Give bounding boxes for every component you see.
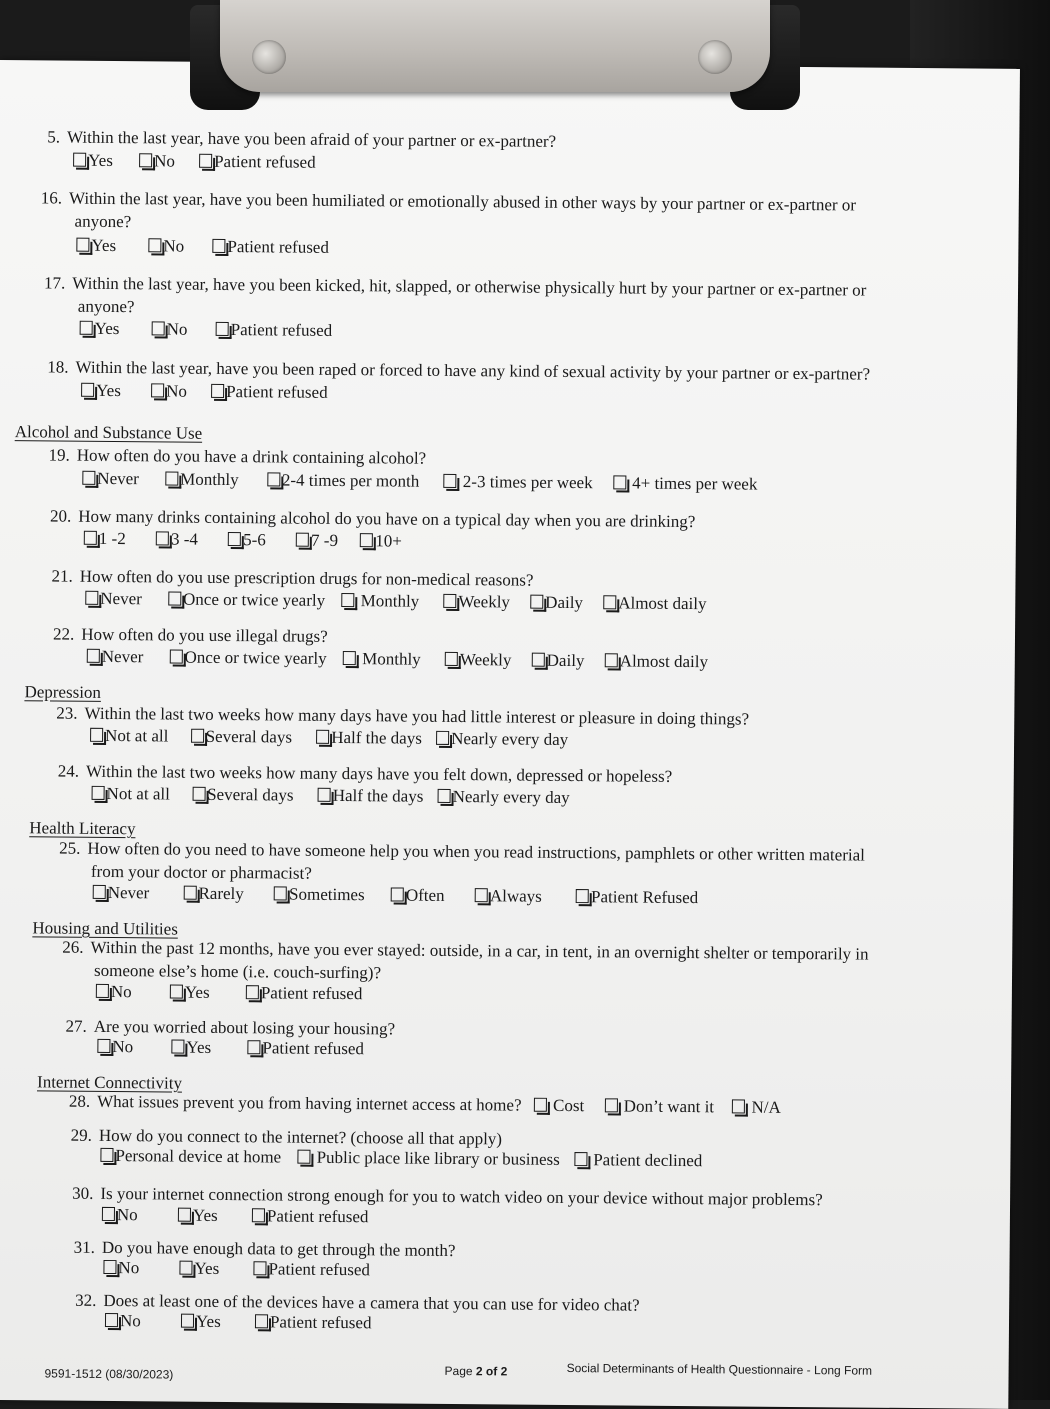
option-no[interactable]: No xyxy=(139,151,175,171)
option-na[interactable]: N/A xyxy=(732,1096,781,1117)
options-29 xyxy=(100,1146,702,1171)
option-monthly[interactable]: Monthly xyxy=(165,469,239,490)
checkbox-icon[interactable] xyxy=(530,595,543,609)
option-yes[interactable]: Yes xyxy=(76,236,116,256)
checkbox-icon[interactable] xyxy=(92,786,105,800)
options-27 xyxy=(97,1037,364,1059)
checkbox-icon[interactable] xyxy=(296,533,309,547)
question-number: 17. xyxy=(43,273,66,293)
question-number: 29. xyxy=(70,1125,92,1145)
checkbox-icon[interactable] xyxy=(191,729,204,743)
option-public-place[interactable]: Public place like library or business xyxy=(297,1148,560,1170)
checkbox-icon[interactable] xyxy=(603,595,616,609)
options-20 xyxy=(84,529,402,552)
option-patient-refused[interactable]: Patient refused xyxy=(252,1206,369,1227)
option-patient-declined[interactable]: Patient declined xyxy=(574,1150,702,1171)
option-10-plus[interactable]: 10+ xyxy=(360,531,402,551)
question-21 xyxy=(51,565,533,590)
checkbox-icon[interactable] xyxy=(93,885,106,899)
checkbox-icon[interactable] xyxy=(576,889,589,903)
checkbox-icon[interactable] xyxy=(80,321,93,335)
question-text-continued: anyone? xyxy=(74,211,132,232)
checkbox-icon[interactable] xyxy=(156,531,169,545)
checkbox-icon[interactable] xyxy=(443,594,456,608)
checkbox-icon[interactable] xyxy=(436,731,449,745)
checkbox-icon[interactable] xyxy=(100,1148,113,1162)
option-patient-refused[interactable]: Patient refused xyxy=(253,1259,370,1280)
checkbox-icon[interactable] xyxy=(318,788,331,802)
question-number: 20. xyxy=(49,506,72,526)
checkbox-icon[interactable] xyxy=(360,533,373,547)
options-23 xyxy=(90,726,568,750)
option-yes[interactable]: Yes xyxy=(179,1259,219,1279)
checkbox-icon[interactable] xyxy=(97,1039,110,1053)
checkbox-icon[interactable] xyxy=(267,472,280,486)
option-yes[interactable]: Yes xyxy=(170,983,210,1003)
question-number: 18. xyxy=(47,357,69,377)
question-text: Within the last year, have you been raped or forced to have any kind of sexual activity by your partner or ex-partner? xyxy=(75,357,871,384)
question-17 xyxy=(44,272,866,300)
checkbox-icon[interactable] xyxy=(105,1313,118,1327)
option-weekly[interactable]: Weekly xyxy=(443,592,510,613)
clipboard-clip xyxy=(190,0,800,110)
checkbox-icon[interactable] xyxy=(255,1314,268,1328)
checkbox-icon[interactable] xyxy=(228,532,241,546)
question-number: 30. xyxy=(72,1183,94,1203)
question-text: Within the last two weeks how many days have you felt down, depressed or hopeless? xyxy=(85,761,673,786)
question-text: How often do you use illegal drugs? xyxy=(81,624,328,646)
option-no[interactable]: No xyxy=(97,1037,133,1057)
option-no[interactable]: No xyxy=(103,1258,139,1278)
checkbox-icon[interactable] xyxy=(87,649,100,663)
checkbox-icon[interactable] xyxy=(253,1261,266,1275)
options-24 xyxy=(92,784,570,808)
checkbox-icon[interactable] xyxy=(297,1150,310,1164)
option-once-twice-yearly[interactable]: Once or twice yearly xyxy=(168,589,325,610)
checkbox-icon[interactable] xyxy=(604,1098,617,1112)
question-text: Within the last year, have you been kicked, hit, slapped, or otherwise physically hurt by your partner or ex-partner or xyxy=(72,273,867,300)
checkbox-icon[interactable] xyxy=(73,153,86,167)
question-number: 27. xyxy=(65,1016,87,1036)
option-never[interactable]: Never xyxy=(85,589,142,609)
options-21 xyxy=(85,589,706,614)
page-number: Page 2 of 2 xyxy=(444,1363,508,1379)
option-3-4[interactable]: 3 -4 xyxy=(156,529,198,549)
question-17-cont xyxy=(78,296,135,317)
option-several-days[interactable]: Several days xyxy=(191,727,293,748)
checkbox-icon[interactable] xyxy=(82,471,95,485)
question-16 xyxy=(41,187,856,215)
checkbox-icon[interactable] xyxy=(171,1040,184,1054)
option-daily[interactable]: Daily xyxy=(532,651,585,671)
checkbox-icon[interactable] xyxy=(216,322,229,336)
option-monthly[interactable]: Monthly xyxy=(343,649,421,670)
options-32 xyxy=(105,1311,372,1333)
option-no[interactable]: No xyxy=(96,982,132,1002)
options-22 xyxy=(87,647,708,672)
question-25-cont xyxy=(91,861,312,884)
option-yes[interactable]: Yes xyxy=(181,1312,221,1332)
option-daily[interactable]: Daily xyxy=(530,593,583,613)
question-text: Are you worried about losing your housing? xyxy=(93,1016,396,1039)
option-patient-refused[interactable]: Patient refused xyxy=(199,152,316,173)
question-number: 5. xyxy=(47,127,61,147)
checkbox-icon[interactable] xyxy=(732,1099,745,1113)
option-half-the-days[interactable]: Half the days xyxy=(318,786,424,807)
options-15 xyxy=(73,151,316,173)
option-cost[interactable]: Cost xyxy=(534,1095,585,1116)
checkbox-icon[interactable] xyxy=(151,383,164,397)
question-text: How many drinks containing alcohol do you have on a typical day when you are drinking? xyxy=(78,506,696,532)
checkbox-icon[interactable] xyxy=(103,1260,116,1274)
option-never[interactable]: Never xyxy=(82,469,139,489)
option-no[interactable]: No xyxy=(151,381,187,401)
question-27 xyxy=(65,1016,395,1040)
question-text: Within the past 12 months, have you ever stayed: outside, in a car, in tent, in an overnight shelter or temporarily in xyxy=(90,937,869,964)
option-nearly-every-day[interactable]: Nearly every day xyxy=(438,787,570,808)
question-text-continued: anyone? xyxy=(77,296,135,317)
question-28 xyxy=(69,1091,781,1118)
question-text: Within the last two weeks how many days have you had little interest or pleasure in doing things? xyxy=(84,703,750,729)
option-no[interactable]: No xyxy=(148,236,184,256)
question-number: 26. xyxy=(62,937,84,957)
question-number: 32. xyxy=(75,1290,97,1310)
question-text: Does at least one of the devices have a camera that you can use for video chat? xyxy=(103,1290,640,1315)
option-patient-refused[interactable]: Patient refused xyxy=(247,1038,364,1059)
form-title: Social Determinants of Health Questionnaire - Long Form xyxy=(566,1360,873,1378)
option-yes[interactable]: Yes xyxy=(73,151,113,171)
checkbox-icon[interactable] xyxy=(391,887,404,901)
questionnaire-page xyxy=(0,60,1020,1409)
question-text: What issues prevent you from having internet access at home? xyxy=(97,1091,522,1115)
question-number: 21. xyxy=(51,566,73,586)
question-text: How do you connect to the internet? (choose all that apply) xyxy=(98,1125,503,1149)
question-26-cont xyxy=(94,960,381,984)
question-number: 22. xyxy=(52,624,75,644)
option-yes[interactable]: Yes xyxy=(178,1206,218,1226)
section-health-literacy: Health Literacy xyxy=(29,818,136,839)
checkbox-icon[interactable] xyxy=(148,238,161,252)
question-16-cont xyxy=(75,211,132,232)
checkbox-icon[interactable] xyxy=(534,1098,547,1112)
checkbox-icon[interactable] xyxy=(181,1314,194,1328)
option-rarely[interactable]: Rarely xyxy=(183,884,244,905)
option-always[interactable]: Always xyxy=(475,886,542,907)
question-text: How often do you need to have someone help you when you read instructions, pamphlets or other written material xyxy=(87,838,865,865)
question-text: How often do you have a drink containing alcohol? xyxy=(76,445,427,468)
option-once-twice-yearly[interactable]: Once or twice yearly xyxy=(169,648,326,669)
checkbox-icon[interactable] xyxy=(76,238,89,252)
option-patient-refused[interactable]: Patient refused xyxy=(216,320,333,341)
checkbox-icon[interactable] xyxy=(341,593,354,607)
options-31 xyxy=(103,1258,370,1280)
checkbox-icon[interactable] xyxy=(90,728,103,742)
option-often[interactable]: Often xyxy=(391,885,445,905)
options-26 xyxy=(96,982,363,1004)
option-5-6[interactable]: 5-6 xyxy=(228,530,266,550)
option-patient-refused[interactable]: Patient Refused xyxy=(576,887,698,908)
question-number: 25. xyxy=(59,838,81,858)
checkbox-icon[interactable] xyxy=(199,154,212,168)
option-yes[interactable]: Yes xyxy=(80,319,120,339)
option-no[interactable]: No xyxy=(152,319,188,339)
checkbox-icon[interactable] xyxy=(247,1040,260,1054)
checkbox-icon[interactable] xyxy=(605,653,618,667)
checkbox-icon[interactable] xyxy=(170,650,183,664)
checkbox-icon[interactable] xyxy=(343,651,356,665)
option-dont-want-it[interactable]: Don’t want it xyxy=(604,1095,714,1117)
option-nearly-every-day[interactable]: Nearly every day xyxy=(436,729,568,750)
option-patient-refused[interactable]: Patient refused xyxy=(255,1312,372,1333)
option-patient-refused[interactable]: Patient refused xyxy=(211,382,328,403)
question-text: Do you have enough data to get through the month? xyxy=(101,1237,456,1261)
checkbox-icon[interactable] xyxy=(438,789,451,803)
clip-rivet-right xyxy=(698,40,732,74)
option-no[interactable]: No xyxy=(105,1311,141,1331)
option-7-9[interactable]: 7 -9 xyxy=(296,531,338,551)
options-25 xyxy=(93,883,699,908)
checkbox-icon[interactable] xyxy=(102,1207,115,1221)
checkbox-icon[interactable] xyxy=(246,985,259,999)
checkbox-icon[interactable] xyxy=(170,985,183,999)
checkbox-icon[interactable] xyxy=(96,984,109,998)
question-number: 16. xyxy=(40,188,63,208)
option-not-at-all[interactable]: Not at all xyxy=(92,784,170,805)
question-18 xyxy=(47,356,870,384)
section-depression: Depression xyxy=(24,682,102,702)
checkbox-icon[interactable] xyxy=(183,886,196,900)
checkbox-icon[interactable] xyxy=(445,652,458,666)
option-never[interactable]: Never xyxy=(87,647,144,667)
option-1-2[interactable]: 1 -2 xyxy=(84,529,126,549)
question-24 xyxy=(58,761,673,787)
checkbox-icon[interactable] xyxy=(316,730,329,744)
question-number: 24. xyxy=(57,761,80,781)
question-text: How often do you use prescription drugs for non-medical reasons? xyxy=(79,566,534,590)
checkbox-icon[interactable] xyxy=(85,591,98,605)
checkbox-icon[interactable] xyxy=(212,239,225,253)
clip-plate xyxy=(220,0,770,92)
option-patient-refused[interactable]: Patient refused xyxy=(246,983,363,1004)
options-17 xyxy=(80,319,333,341)
checkbox-icon[interactable] xyxy=(168,591,181,605)
option-sometimes[interactable]: Sometimes xyxy=(274,884,365,905)
option-2-3-per-week[interactable]: 2-3 times per week xyxy=(443,472,592,493)
question-text: Within the last year, have you been afraid of your partner or ex-partner? xyxy=(66,127,557,151)
checkbox-icon[interactable] xyxy=(252,1208,265,1222)
options-18 xyxy=(81,381,328,403)
options-16 xyxy=(76,236,329,258)
option-no[interactable]: No xyxy=(102,1205,138,1225)
checkbox-icon[interactable] xyxy=(152,321,165,335)
question-text-continued: from your doctor or pharmacist? xyxy=(90,861,312,883)
checkbox-icon[interactable] xyxy=(179,1261,192,1275)
checkbox-icon[interactable] xyxy=(81,383,94,397)
option-personal-device[interactable]: Personal device at home xyxy=(100,1146,281,1168)
option-half-the-days[interactable]: Half the days xyxy=(316,728,422,749)
question-number: 19. xyxy=(48,445,70,465)
form-id: 9591-1512 (08/30/2023) xyxy=(44,1366,174,1382)
question-text-continued: someone else’s home (i.e. couch-surfing)? xyxy=(93,960,382,983)
option-monthly[interactable]: Monthly xyxy=(341,591,419,612)
option-4-plus-per-week[interactable]: 4+ times per week xyxy=(613,473,758,494)
question-number: 23. xyxy=(56,703,78,723)
checkbox-icon[interactable] xyxy=(274,886,287,900)
checkbox-icon[interactable] xyxy=(178,1208,191,1222)
option-several-days[interactable]: Several days xyxy=(192,785,294,806)
question-number: 28. xyxy=(68,1091,91,1111)
checkbox-icon[interactable] xyxy=(139,153,152,167)
clip-rivet-left xyxy=(252,40,286,74)
question-19 xyxy=(48,444,426,468)
option-patient-refused[interactable]: Patient refused xyxy=(212,237,329,258)
question-text: Within the last year, have you been humiliated or emotionally abused in other ways by your partner or ex-partner or xyxy=(68,188,857,215)
option-yes[interactable]: Yes xyxy=(171,1038,211,1058)
section-housing-utilities: Housing and Utilities xyxy=(32,918,178,939)
option-never[interactable]: Never xyxy=(93,883,150,903)
option-not-at-all[interactable]: Not at all xyxy=(90,726,168,747)
option-yes[interactable]: Yes xyxy=(81,381,121,401)
options-19 xyxy=(82,469,757,495)
section-alcohol-substance-use: Alcohol and Substance Use xyxy=(14,422,203,443)
question-22 xyxy=(53,623,328,646)
checkbox-icon[interactable] xyxy=(613,475,626,489)
question-20 xyxy=(50,505,695,532)
checkbox-icon[interactable] xyxy=(192,787,205,801)
options-30 xyxy=(102,1205,369,1227)
checkbox-icon[interactable] xyxy=(84,531,97,545)
question-15 xyxy=(47,126,556,151)
option-weekly[interactable]: Weekly xyxy=(445,650,512,671)
option-2-4-per-month[interactable]: 2-4 times per month xyxy=(267,470,420,491)
checkbox-icon[interactable] xyxy=(574,1152,587,1166)
section-internet-connectivity: Internet Connectivity xyxy=(37,1072,183,1093)
option-almost-daily[interactable]: Almost daily xyxy=(603,593,706,614)
checkbox-icon[interactable] xyxy=(165,471,178,485)
checkbox-icon[interactable] xyxy=(211,384,224,398)
question-number: 31. xyxy=(73,1237,95,1257)
checkbox-icon[interactable] xyxy=(444,474,457,488)
question-text: Is your internet connection strong enough for you to watch video on your device without major problems? xyxy=(100,1183,823,1210)
checkbox-icon[interactable] xyxy=(475,888,488,902)
option-almost-daily[interactable]: Almost daily xyxy=(605,651,708,672)
checkbox-icon[interactable] xyxy=(532,653,545,667)
